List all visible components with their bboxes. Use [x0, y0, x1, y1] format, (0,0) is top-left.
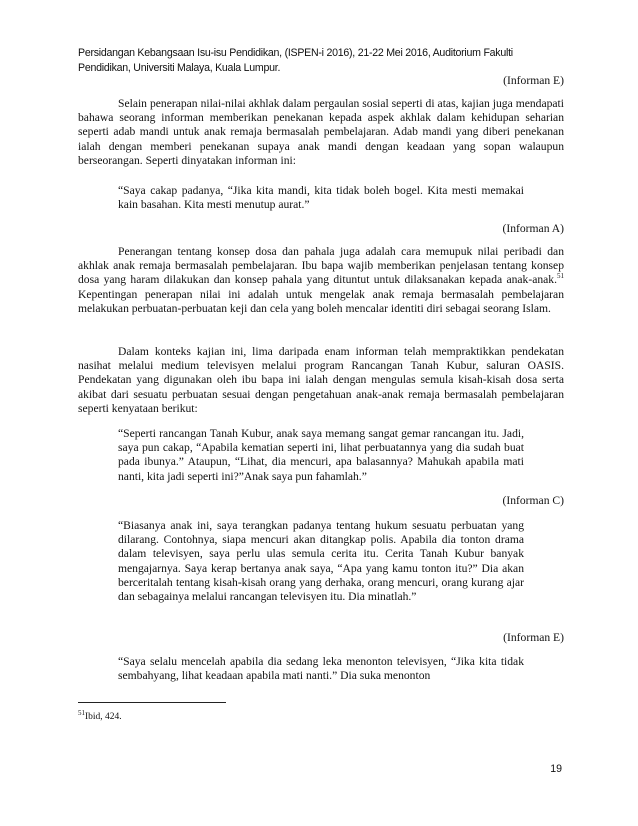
quote-informan-e: “Biasanya anak ini, saya terangkan padanya tentang hukum sesuatu perbuatan yang dilarang. Contohnya, siapa mencuri akan ditangkap polis. Apabila dia tonton drama dalam televisyen, saya perlu ulas semula cerita itu. Cerita Tanah Kubur banyak mengajarnya. Saya kerap bertanya anak saya, “Apa yang kamu tonton itu?” Dia akan berceritalah tentang kisah-kisah orang yang derhaka, orang mencuri, orang kurang ajar dan sebagainya melalui rancangan televisyen itu. Dia minatlah.”: [118, 519, 524, 604]
quote-informan-a: “Saya cakap padanya, “Jika kita mandi, kita tidak boleh bogel. Kita mesti memakai kain basahan. Kita mesti menutup aurat.”: [118, 184, 524, 212]
header-line-1: Persidangan Kebangsaan Isu-isu Pendidikan, (ISPEN-i 2016), 21-22 Mei 2016, Auditorium Fakulti: [78, 47, 513, 59]
footnote-divider: [78, 702, 226, 703]
paragraph-adab-mandi: Selain penerapan nilai-nilai akhlak dalam pergaulan sosial seperti di atas, kajian juga mendapati bahawa seorang informan memberikan penekanan kepada aspek akhlak dalam kehidupan seharian seperti adab mandi untuk anak remaja bermasalah pembelajaran. Adab mandi yang diberi penekanan ialah dengan memberi penekanan supaya anak mandi dengan keadaan yang sopan walaupun berseorangan. Seperti dinyatakan informan ini:: [78, 97, 564, 167]
header-line-2: Pendidikan, Universiti Malaya, Kuala Lumpur.: [78, 61, 281, 74]
attribution-informan-e: (Informan E): [503, 74, 564, 87]
paragraph-konteks-kajian: Dalam konteks kajian ini, lima daripada enam informan telah mempraktikkan pendekatan nasihat melalui medium televisyen melalui program Rancangan Tanah Kubur, saluran OASIS. Pendekatan yang digunakan oleh ibu bapa ini ialah dengan mengulas semula kisah-kisah dosa serta akibat dari sesuatu perbuatan sesuai dengan pengetahuan anak-anak remaja bermasalah pembelajaran seperti kenyataan berikut:: [78, 345, 564, 415]
page-number: 19: [550, 763, 562, 775]
running-header: [78, 46, 578, 75]
quote-informan-e-continued: “Saya selalu mencelah apabila dia sedang leka menonton televisyen, “Jika kita tidak sembahyang, lihat keadaan apabila mati nanti.” Dia suka menonton: [118, 655, 524, 683]
footnote-number: 51: [78, 708, 85, 717]
quote-informan-c: “Seperti rancangan Tanah Kubur, anak saya memang sangat gemar rancangan itu. Jadi, saya pun cakap, “Apabila kematian seperti ini, lihat perbuatannya yang dia sudah buat pada ibunya.” Ataupun, “Lihat, dia mencuri, apa balasannya? Mahukah apabila mati nanti, kita jadi seperti ini?”Anak saya pun fahamlah.”: [118, 427, 524, 483]
paragraph-dosa-pahala: [78, 245, 564, 316]
attribution-informan-e-2: (Informan E): [503, 631, 564, 644]
footnote: [78, 708, 122, 722]
attribution-informan-a: (Informan A): [502, 222, 564, 235]
footnote-text: Ibid, 424.: [85, 712, 122, 722]
paragraph-dosa-pahala-part-2: Kepentingan penerapan nilai ini adalah untuk mengelak anak remaja bermasalah pembelajaran melakukan perbuatan-perbuatan keji dan cela yang boleh mencalar identiti diri sebagai seorang Islam.: [78, 287, 564, 315]
footnote-reference[interactable]: 51: [557, 272, 564, 281]
attribution-informan-c: (Informan C): [502, 494, 564, 507]
paragraph-dosa-pahala-part-1: Penerangan tentang konsep dosa dan pahala juga adalah cara memupuk nilai peribadi dan akhlak anak remaja bermasalah pembelajaran. Ibu bapa wajib memberikan penjelasan tentang konsep dosa yang haram dilakukan dan konsep pahala yang dituntut untuk dilaksanakan kepada anak-anak.: [78, 245, 564, 287]
